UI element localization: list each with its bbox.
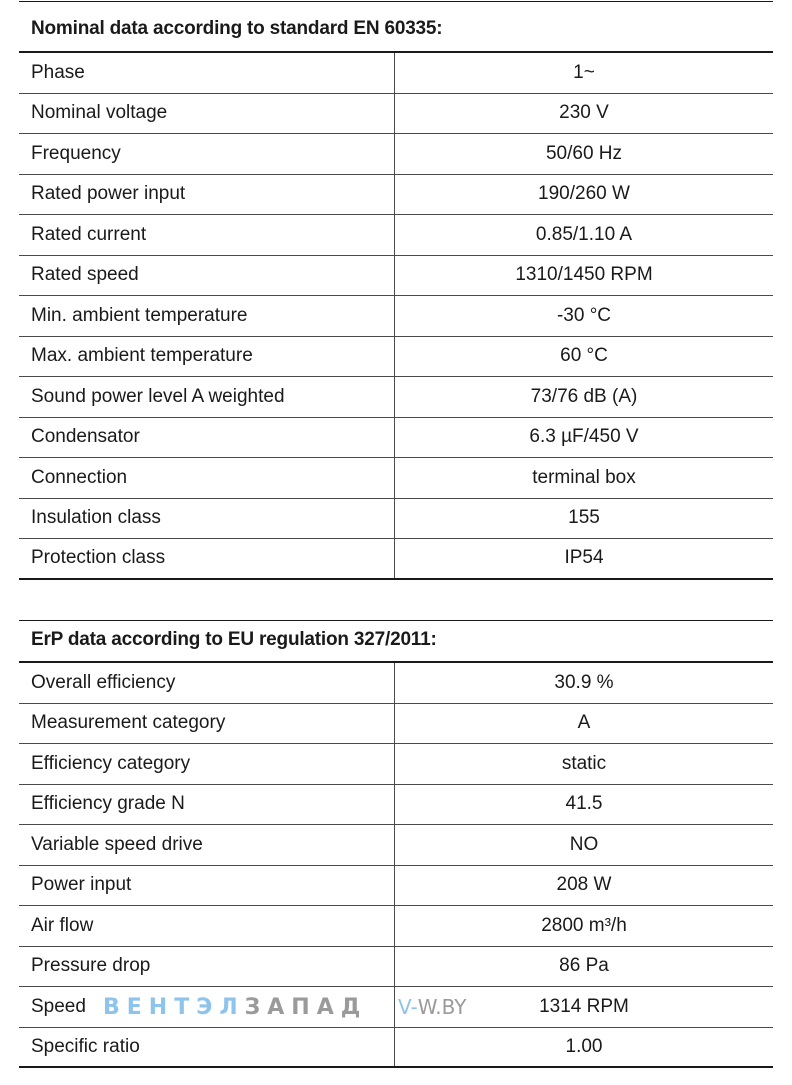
row-value: A (577, 712, 591, 734)
row-value: 1.00 (565, 1035, 603, 1057)
row-value: 86 Pa (559, 955, 609, 977)
row-value: 0.85/1.10 A (535, 223, 633, 245)
row-label: Rated power input (19, 175, 395, 215)
row-value: 230 V (559, 102, 609, 124)
watermark-part-2: ЗАПАД (244, 994, 368, 1020)
table-row (19, 987, 773, 1028)
row-value: -30 °C (556, 304, 612, 326)
row-value: 30.9 % (554, 671, 614, 693)
table-row (19, 377, 773, 418)
row-value: 1~ (573, 61, 595, 83)
row-label: Frequency (19, 134, 395, 174)
row-value: 190/260 W (538, 183, 630, 205)
row-label: Rated speed (19, 256, 395, 296)
row-label: Insulation class (19, 499, 395, 539)
row-value: static (561, 752, 607, 774)
table-row (19, 744, 773, 785)
row-label: Phase (19, 53, 395, 93)
row-label: Min. ambient temperature (19, 296, 395, 336)
table-row (19, 94, 773, 135)
row-value: terminal box (532, 466, 636, 488)
watermark-url-rest: W.BY (417, 995, 467, 1019)
row-label: Overall efficiency (19, 663, 395, 703)
row-label: Sound power level A weighted (19, 377, 395, 417)
table-row (19, 458, 773, 499)
row-label: Efficiency grade N (19, 785, 395, 825)
row-value: 155 (568, 507, 600, 529)
nominal-data-table (19, 0, 773, 580)
table-row (19, 256, 773, 297)
row-value: 60 °C (560, 345, 608, 367)
table-row (19, 296, 773, 337)
table-row (19, 539, 773, 580)
row-label: Power input (19, 866, 395, 906)
row-value: 2800 m³/h (541, 914, 627, 936)
watermark-url-prefix: V- (398, 995, 418, 1019)
nominal-data-rows (19, 53, 773, 580)
row-label: Rated current (19, 215, 395, 255)
row-value: 50/60 Hz (545, 142, 623, 164)
table-row (19, 866, 773, 907)
row-label: Nominal voltage (19, 94, 395, 134)
row-label: Max. ambient temperature (19, 337, 395, 377)
row-value: 1310/1450 RPM (515, 264, 653, 286)
row-value: 6.3 µF/450 V (529, 426, 639, 448)
table-row (19, 947, 773, 988)
table-row (19, 175, 773, 216)
row-label: Connection (19, 458, 395, 498)
row-label: Measurement category (19, 704, 395, 744)
row-value: NO (569, 833, 599, 855)
row-label: Variable speed drive (19, 825, 395, 865)
table-row (19, 704, 773, 745)
row-label: Specific ratio (19, 1028, 395, 1067)
row-value: 1314 RPM (539, 995, 629, 1017)
nominal-data-title: Nominal data according to standard EN 60335: (19, 1, 773, 53)
erp-data-rows (19, 663, 773, 1068)
row-value: 41.5 (565, 793, 603, 815)
table-row (19, 663, 773, 704)
row-value: IP54 (564, 547, 604, 569)
row-label: Air flow (19, 906, 395, 946)
table-row (19, 418, 773, 459)
table-row (19, 134, 773, 175)
row-value: 73/76 dB (A) (530, 385, 638, 407)
table-row (19, 1028, 773, 1069)
table-row (19, 906, 773, 947)
row-label: Protection class (19, 539, 395, 578)
row-label: Speed (19, 987, 395, 1027)
table-row (19, 215, 773, 256)
erp-data-title: ErP data according to EU regulation 327/2011: (19, 620, 773, 663)
table-row (19, 785, 773, 826)
row-label: Efficiency category (19, 744, 395, 784)
erp-data-table (19, 620, 773, 1068)
table-row (19, 825, 773, 866)
watermark-part-1: ВЕНТЭЛ (103, 994, 245, 1020)
table-row (19, 337, 773, 378)
row-label: Pressure drop (19, 947, 395, 987)
row-label: Condensator (19, 418, 395, 458)
row-value: 208 W (556, 874, 612, 896)
table-row (19, 53, 773, 94)
table-row (19, 499, 773, 540)
